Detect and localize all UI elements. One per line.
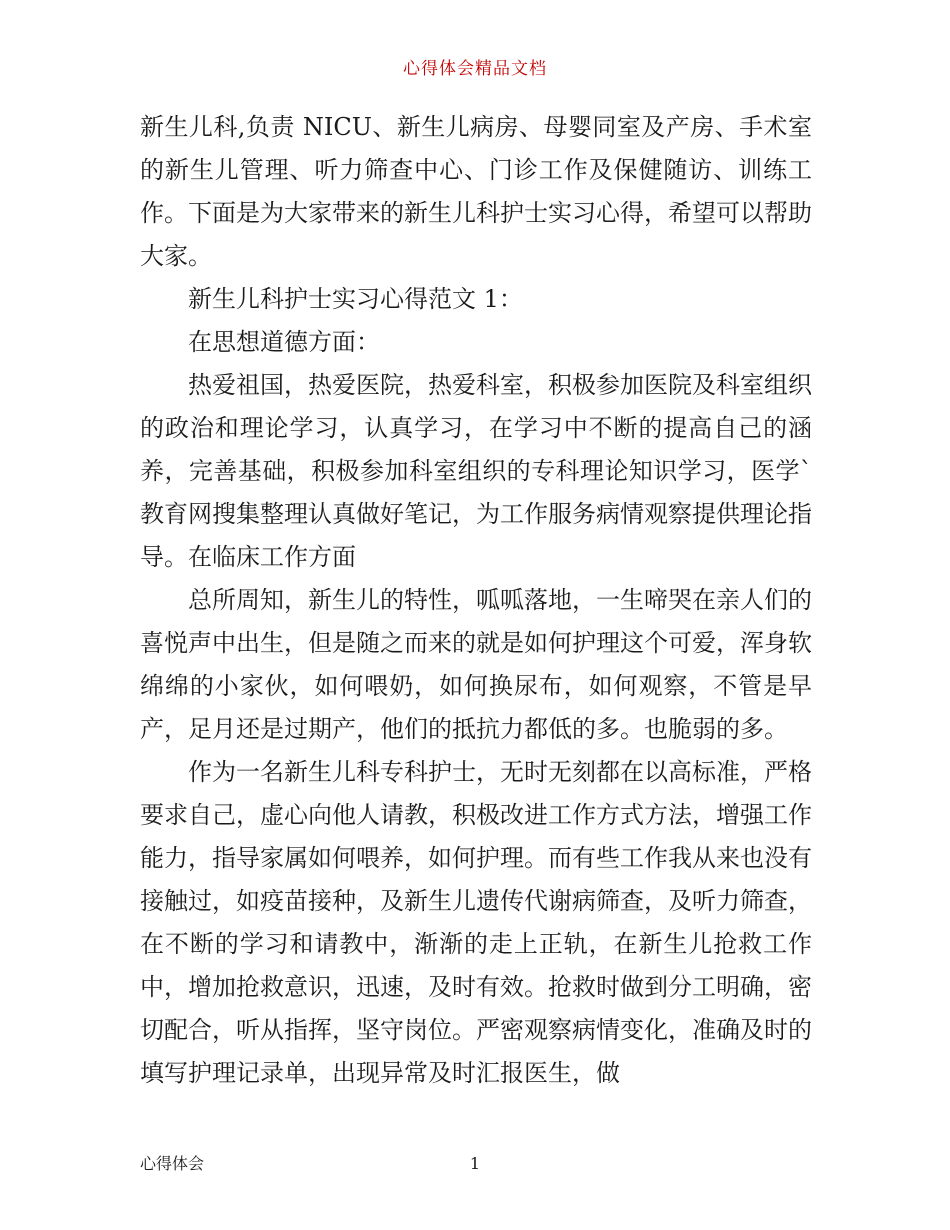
paragraph-ideology: 热爱祖国，热爱医院，热爱科室，积极参加医院及科室组织的政治和理论学习，认真学习，在学习中不断的提高自己的涵养，完善基础，积极参加科室组织的专科理论知识学习，医学`教育网搜集整理认真做好笔记，为工作服务病情观察提供理论指导。在临床工作方面	[140, 371, 812, 571]
paragraph-intro: 新生儿科,负责 NICU、新生儿病房、母婴同室及产房、手术室的新生儿管理、听力筛查中心、门诊工作及保健随访、训练工作。下面是为大家带来的新生儿科护士实习心得，希望可以帮助大家。	[140, 113, 812, 270]
paragraph-sample-title: 新生儿科护士实习心得范文 1：	[188, 285, 523, 313]
page-footer-label: 心得体会	[140, 1154, 205, 1173]
document-body	[140, 106, 812, 1095]
paragraph-section-heading: 在思想道德方面：	[188, 328, 380, 356]
paragraph-nurse-work: 作为一名新生儿科专科护士，无时无刻都在以高标准，严格要求自己，虚心向他人请教，积极改进工作方式方法，增强工作能力，指导家属如何喂养，如何护理。而有些工作我从来也没有接触过，如疫苗接种，及新生儿遗传代谢病筛查，及听力筛查，在不断的学习和请教中，渐渐的走上正轨，在新生儿抢救工作中，增加抢救意识，迅速，及时有效。抢救时做到分工明确，密切配合，听从指挥，坚守岗位。严密观察病情变化，准确及时的填写护理记录单，出现异常及时汇报医生，做	[140, 758, 812, 1087]
page-header-title: 心得体会精品文档	[403, 59, 547, 79]
paragraph-newborn-traits: 总所周知，新生儿的特性，呱呱落地，一生啼哭在亲人们的喜悦声中出生，但是随之而来的就是如何护理这个可爱，浑身软绵绵的小家伙，如何喂奶，如何换尿布，如何观察，不管是早产，足月还是过期产，他们的抵抗力都低的多。也脆弱的多。	[140, 586, 812, 743]
page-number: 1	[469, 1154, 481, 1173]
